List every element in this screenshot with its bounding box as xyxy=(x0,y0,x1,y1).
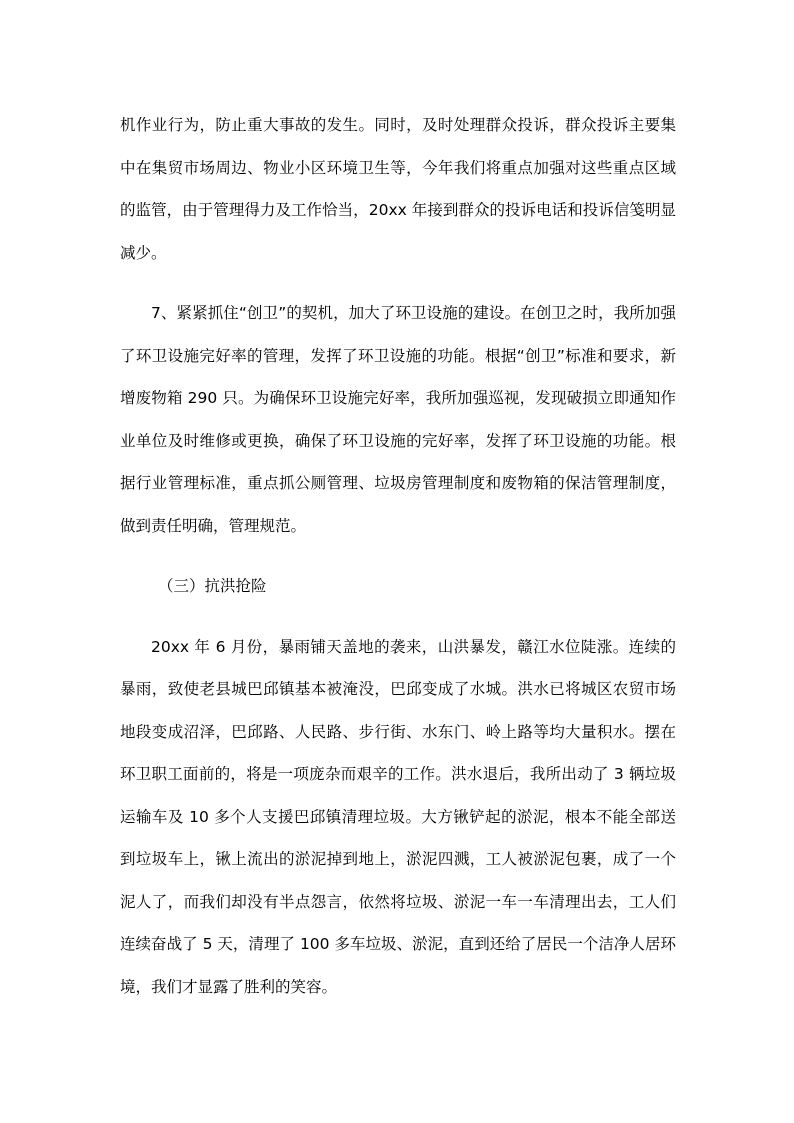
paragraph-sanitation-facilities: 7、紧紧抓住“创卫”的契机，加大了环卫设施的建设。在创卫之时，我所加强了环卫设施完好率的管理，发挥了环卫设施的功能。根据“创卫”标准和要求，新增废物箱 290 只。为确保环卫设施完好率，我所加强巡视，发现破损立即通知作业单位及时维修或更换，确保了环卫设施的完好率，发挥了环卫设施的功能。根据行业管理标准，重点抓公厕管理、垃圾房管理制度和废物箱的保洁管理制度，做到责任明确，管理规范。 xyxy=(120,304,676,535)
document-body xyxy=(120,104,676,1008)
section-heading-flood-relief: （三）抗洪抢险 xyxy=(158,577,267,595)
paragraph-supervision-complaints: 机作业行为，防止重大事故的发生。同时，及时处理群众投诉，群众投诉主要集中在集贸市场周边、物业小区环境卫生等，今年我们将重点加强对这些重点区域的监管，由于管理得力及工作恰当，20xx 年接到群众的投诉电话和投诉信笺明显减少。 xyxy=(120,116,676,262)
paragraph-flood-cleanup: 20xx 年 6 月份，暴雨铺天盖地的袭来，山洪暴发，赣江水位陡涨。连续的暴雨，致使老县城巴邱镇基本被淹没，巴邱变成了水城。洪水已将城区农贸市场地段变成沼泽，巴邱路、人民路、步行街、水东门、岭上路等均大量积水。摆在环卫职工面前的，将是一项庞杂而艰辛的工作。洪水退后，我所出动了 3 辆垃圾运输车及 10 多个人支援巴邱镇清理垃圾。大方锹铲起的淤泥，根本不能全部送到垃圾车上，锹上流出的淤泥掉到地上，淤泥四溅，工人被淤泥包裹，成了一个泥人了，而我们却没有半点怨言，依然将垃圾、淤泥一车一车清理出去，工人们连续奋战了 5 天，清理了 100 多车垃圾、淤泥，直到还给了居民一个洁净人居环境，我们才显露了胜利的笑容。 xyxy=(120,637,676,996)
